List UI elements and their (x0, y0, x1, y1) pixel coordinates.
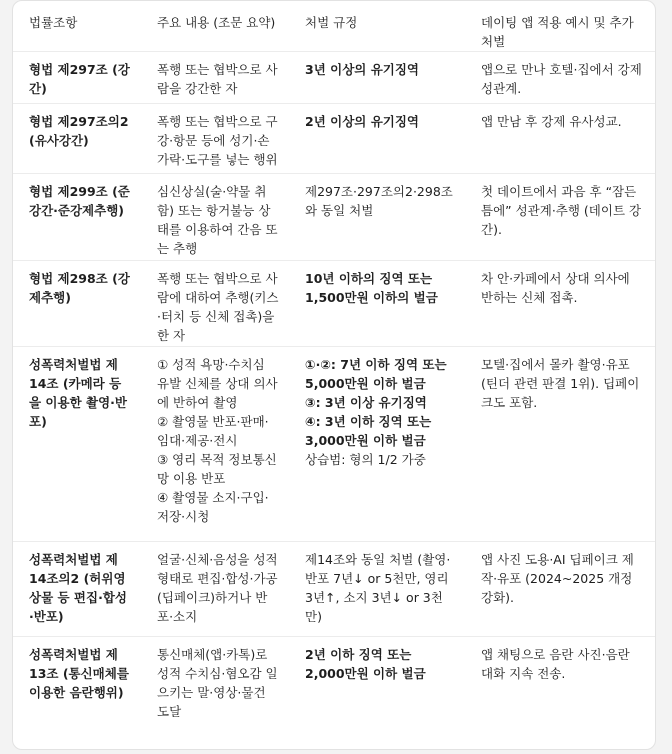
law-cell: 형법 제297조의2 (유사강간) (13, 104, 141, 174)
penalty-line: 2년 이하 징역 또는 2,000만원 이하 벌금 (305, 647, 426, 681)
header-example: 데이팅 앱 적용 예시 및 추가 처벌 (465, 1, 655, 52)
penalty-line: ③: 3년 이상 유기징역 (305, 395, 427, 410)
penalty-line: 제297조·297조의2·298조와 동일 처벌 (305, 184, 453, 218)
penalty-line: 3년 이상의 유기징역 (305, 62, 420, 77)
header-penalty: 처벌 규정 (289, 1, 465, 52)
table-row (13, 542, 655, 637)
law-table-card (12, 0, 656, 750)
content-cell (141, 104, 289, 174)
header-content: 주요 내용 (조문 요약) (141, 1, 289, 52)
content-cell (141, 174, 289, 261)
content-cell (141, 347, 289, 542)
penalty-cell (289, 637, 465, 729)
table-row (13, 52, 655, 104)
law-table (13, 1, 655, 729)
penalty-line: 2년 이상의 유기징역 (305, 114, 420, 129)
example-cell: 차 안·카페에서 상대 의사에 반하는 신체 접촉. (465, 261, 655, 347)
table-row (13, 104, 655, 174)
content-line: 폭행 또는 협박으로 사람을 강간한 자 (157, 62, 278, 96)
penalty-line: 10년 이하의 징역 또는 1,500만원 이하의 벌금 (305, 271, 438, 305)
table-row (13, 261, 655, 347)
table-row (13, 637, 655, 729)
content-line: ③ 영리 목적 정보통신망 이용 반포 (157, 452, 277, 486)
penalty-cell (289, 542, 465, 637)
content-line: ② 촬영물 반포·판매·임대·제공·전시 (157, 414, 269, 448)
content-cell (141, 637, 289, 729)
content-cell (141, 52, 289, 104)
content-line: 폭행 또는 협박으로 구강·항문 등에 성기·손가락·도구를 넣는 행위 (157, 114, 278, 167)
content-line: 폭행 또는 협박으로 사람에 대하여 추행(키스·터치 등 신체 접촉)을 한 자 (157, 271, 279, 343)
law-cell: 성폭력처벌법 제14조의2 (허위영상물 등 편집·합성·반포) (13, 542, 141, 637)
content-cell (141, 542, 289, 637)
penalty-line: ①·②: 7년 이하 징역 또는 5,000만원 이하 벌금 (305, 357, 447, 391)
penalty-cell (289, 347, 465, 542)
penalty-cell (289, 52, 465, 104)
law-cell: 형법 제299조 (준강간·준강제추행) (13, 174, 141, 261)
law-cell: 성폭력처벌법 제13조 (통신매체를 이용한 음란행위) (29, 647, 129, 700)
penalty-line: ④: 3년 이하 징역 또는 3,000만원 이하 벌금 (305, 414, 432, 448)
law-cell: 형법 제298조 (강제추행) (13, 261, 141, 347)
table-header-row (13, 1, 655, 52)
table-row (13, 174, 655, 261)
table-row (13, 347, 655, 542)
penalty-line: 제14조와 동일 처벌 (촬영·반포 7년↓ or 5천만, 영리 3년↑, 소지 3년↓ or 3천만) (305, 552, 451, 624)
penalty-line: 상습범: 형의 1/2 가중 (305, 452, 426, 467)
penalty-cell (289, 174, 465, 261)
law-cell: 성폭력처벌법 제14조 (카메라 등을 이용한 촬영·반포) (13, 347, 141, 542)
content-line: ① 성적 욕망·수치심 유발 신체를 상대 의사에 반하여 촬영 (157, 357, 278, 410)
example-cell: 첫 데이트에서 과음 후 “잠든 틈에” 성관계·추행 (데이트 강간). (465, 174, 655, 261)
content-line: 통신매체(앱·카톡)로 성적 수치심·혐오감 일으키는 말·영상·물건 도달 (157, 647, 278, 719)
content-cell (141, 261, 289, 347)
law-cell: 형법 제297조 (강간) (13, 52, 141, 104)
example-cell: 앱 만남 후 강제 유사성교. (465, 104, 655, 174)
example-cell: 앱 채팅으로 음란 사진·음란 대화 지속 전송. (481, 647, 630, 681)
penalty-cell (289, 261, 465, 347)
content-line: 심신상실(술·약물 취함) 또는 항거불능 상태를 이용하여 간음 또는 추행 (157, 184, 278, 256)
example-cell: 모텔·집에서 몰카 촬영·유포 (틴더 관련 판결 1위). 딥페이크도 포함. (465, 347, 655, 542)
content-line: ④ 촬영물 소지·구입·저장·시청 (157, 490, 269, 524)
example-cell: 앱 사진 도용·AI 딥페이크 제작·유포 (2024~2025 개정 강화). (465, 542, 655, 637)
content-line: 얼굴·신체·음성을 성적 형태로 편집·합성·가공(딥페이크)하거나 반포·소지 (157, 552, 278, 624)
example-cell: 앱으로 만나 호텔·집에서 강제 성관계. (465, 52, 655, 104)
penalty-cell (289, 104, 465, 174)
header-law: 법률조항 (13, 1, 141, 52)
